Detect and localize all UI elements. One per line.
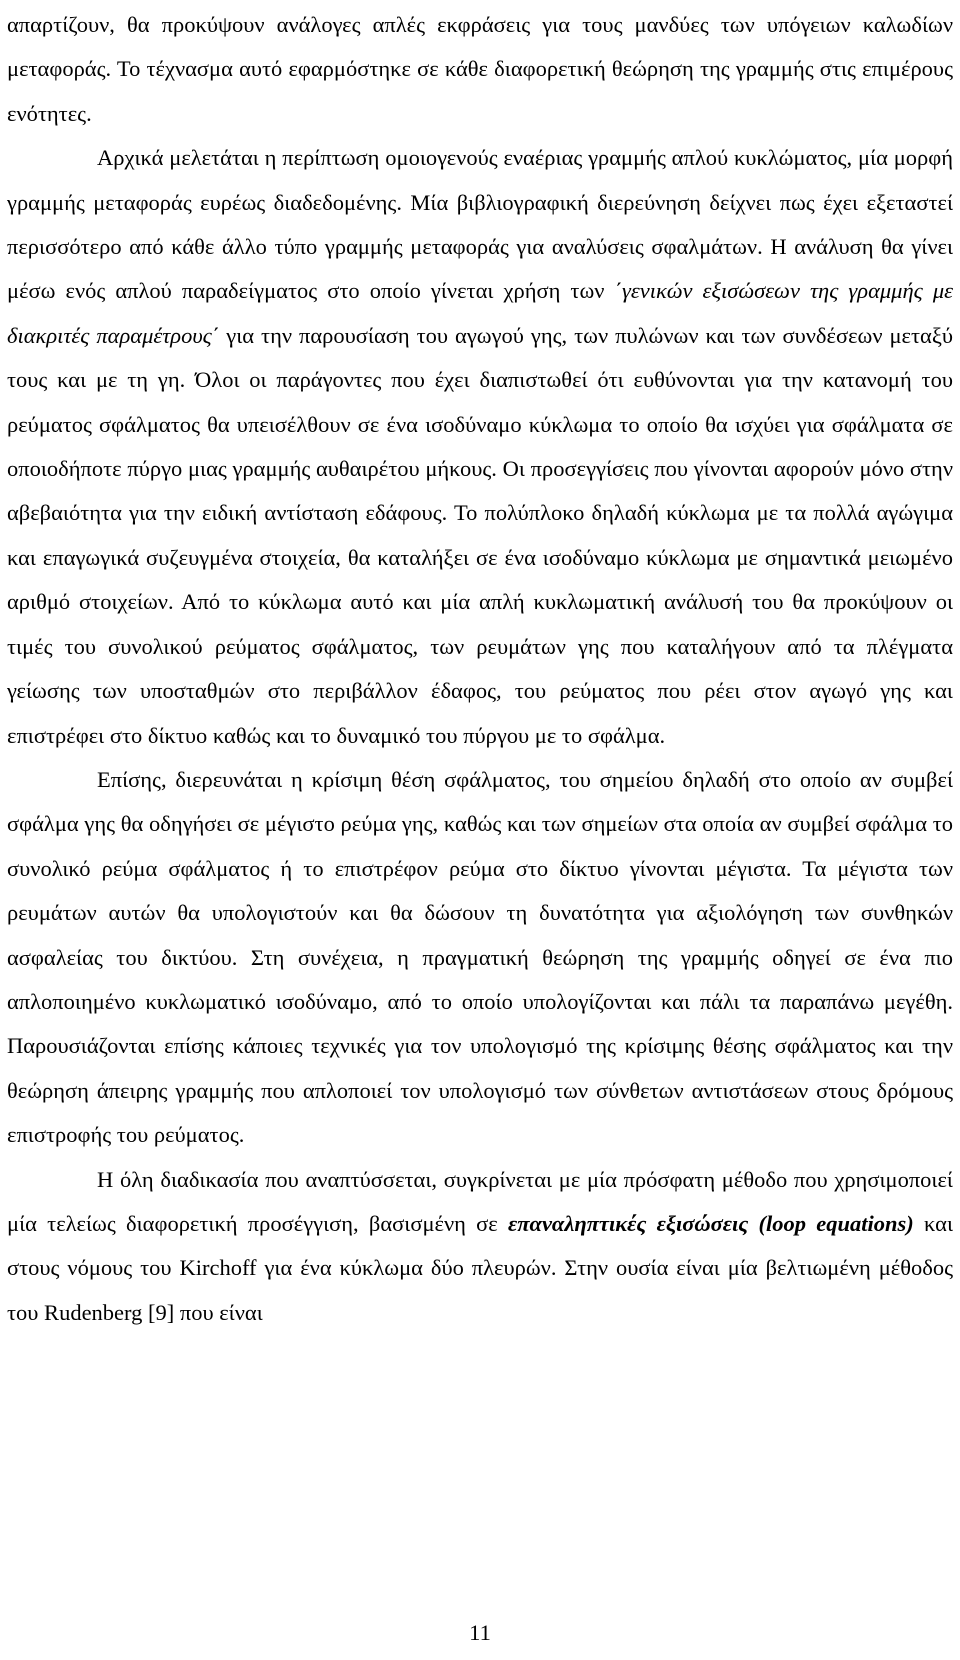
paragraph [7,758,953,1158]
text-run: και στους νόμους του Kirchoff για ένα κύκλωμα δύο πλευρών. Στην ουσία είναι μία βελτιωμένη μέθοδος του Rudenberg [9] που είναι [7,1210,954,1325]
text-run: Επίσης, διερευνάται η κρίσιμη θέση σφάλματος, του σημείου δηλαδή στο οποίο αν συμβεί σφάλμα γης θα οδηγήσει σε μέγιστο ρεύμα γης, καθώς και των σημείων στα οποία αν συμβεί σφάλμα το συνολικό ρεύμα σφάλματος ή το επιστρέφον ρεύμα στο δίκτυο γίνονται μέγιστα. Τα μέγιστα των ρευμάτων αυτών θα υπολογιστούν και θα δώσουν τη δυνατότητα για αξιολόγηση των συνθηκών ασφαλείας του δικτύου. Στη συνέχεια, η πραγματική θεώρηση της γραμμής οδηγεί σε ένα πιο απλοποιημένο κυκλωματικό ισοδύναμο, από το οποίο υπολογίζονται και πάλι τα παραπάνω μεγέθη. Παρουσιάζονται επίσης κάποιες τεχνικές για τον υπολογισμό της κρίσιμης θέσης σφάλματος και την θεώρηση άπειρης γραμμής που απλοποιεί τον υπολογισμό των σύνθετων αντιστάσεων στους δρόμους επιστροφής του ρεύματος. [7,766,953,1148]
paragraph [7,3,953,136]
page-number: 11 [469,1620,491,1645]
emphasized-text: επαναληπτικές εξισώσεις (loop equations) [507,1210,914,1236]
paragraph [7,1158,953,1336]
paragraph [7,136,953,758]
body-text [7,3,953,1335]
text-run: για την παρουσίαση του αγωγού γης, των πυλώνων και των συνδέσεων μεταξύ τους και με τη γη. Όλοι οι παράγοντες που έχει διαπιστωθεί ότι ευθύνονται για την κατανομή του ρεύματος σφάλματος θα υπεισέλθουν σε ένα ισοδύναμο κύκλωμα το οποίο θα ισχύει για σφάλματα σε οποιοδήποτε πύργο μιας γραμμής αυθαιρέτου μήκους. Οι προσεγγίσεις που γίνονται αφορούν μόνο στην αβεβαιότητα για την ειδική αντίσταση εδάφους. Το πολύπλοκο δηλαδή κύκλωμα με τα πολλά αγώγιμα και επαγωγικά συζευγμένα στοιχεία, θα καταλήξει σε ένα ισοδύναμο κύκλωμα με σημαντικά μειωμένο αριθμό στοιχείων. Από το κύκλωμα αυτό και μία απλή κυκλωματική ανάλυσή του θα προκύψουν οι τιμές του συνολικού ρεύματος σφάλματος, των ρευμάτων γης που καταλήγουν από τα πλέγματα γείωσης των υποσταθμών στο περιβάλλον έδαφος, του ρεύματος που ρέει στον αγωγό γης και επιστρέφει στο δίκτυο καθώς και το δυναμικό του πύργου με το σφάλμα. [7,322,953,748]
emphasized-text: ΄γενικών εξισώσεων της γραμμής με διακριτές παραμέτρους΄ [7,278,953,348]
text-run: Αρχικά μελετάται η περίπτωση ομοιογενούς εναέριας γραμμής απλού κυκλώματος, μία μορφή γραμμής μεταφοράς ευρέως διαδεδομένης. Μία βιβλιογραφική διερεύνηση δείχνει πως έχει εξεταστεί περισσότερο από κάθε άλλο τύπο γραμμής μεταφοράς για αναλύσεις σφαλμάτων. Η ανάλυση θα γίνει μέσω ενός απλού παραδείγματος στο οποίο γίνεται χρήση των [7,145,953,304]
text-run: απαρτίζουν, θα προκύψουν ανάλογες απλές εκφράσεις για τους μανδύες των υπόγειων καλωδίων μεταφοράς. Το τέχνασμα αυτό εφαρμόστηκε σε κάθε διαφορετική θεώρηση της γραμμής στις επιμέρους ενότητες. [7,12,953,126]
text-run: Η όλη διαδικασία που αναπτύσσεται, συγκρίνεται με μία πρόσφατη μέθοδο που χρησιμοποιεί μία τελείως διαφορετική προσέγγιση, βασισμένη σε [7,1166,953,1236]
